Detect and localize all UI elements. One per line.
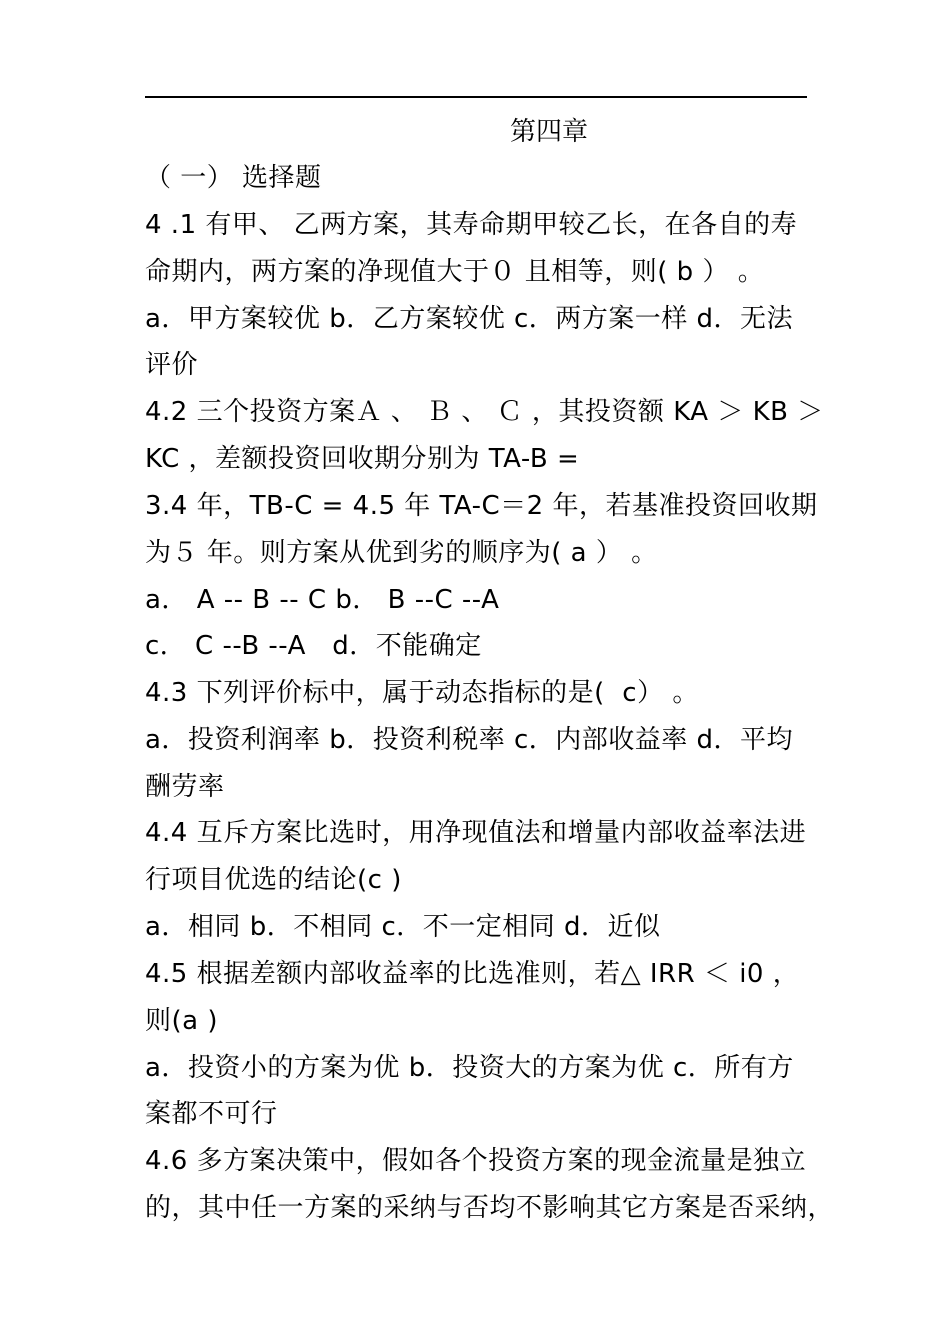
text-line: 4 .1 有甲、 乙两方案，其寿命期甲较乙长，在各自的寿	[145, 210, 798, 240]
text-line: a．投资小的方案为优 b．投资大的方案为优 c．所有方	[145, 1053, 794, 1083]
text-line: 酬劳率	[145, 772, 225, 802]
text-line: c． C --B --A d．不能确定	[145, 631, 482, 661]
text-line: 4.5 根据差额内部收益率的比选准则，若△ IRR ＜ i0 ，	[145, 959, 800, 989]
text-line: 为５ 年。则方案从优到劣的顺序为( a ） 。	[145, 538, 658, 568]
text-line: a．相同 b．不相同 c．不一定相同 d．近似	[145, 912, 661, 942]
text-line: 4.3 下列评价标中，属于动态指标的是( c） 。	[145, 678, 699, 708]
text-line: 的，其中任一方案的采纳与否均不影响其它方案是否采纳，	[145, 1193, 835, 1223]
section-heading: （ 一） 选择题	[145, 163, 322, 193]
text-line: 则(a )	[145, 1006, 218, 1036]
text-line: 4.4 互斥方案比选时，用净现值法和增量内部收益率法进	[145, 818, 807, 848]
text-line: 行项目优选的结论(c )	[145, 865, 402, 895]
text-line: 案都不可行	[145, 1099, 278, 1129]
text-line: a．投资利润率 b．投资利税率 c．内部收益率 d．平均	[145, 725, 794, 755]
header-rule	[145, 96, 807, 98]
text-line: 3.4 年，TB-C = 4.5 年 TA-C＝2 年，若基准投资回收期	[145, 491, 818, 521]
text-line: 4.2 三个投资方案Ａ 、 Ｂ 、 Ｃ ，其投资额 KA ＞ KB ＞	[145, 397, 824, 427]
text-line: 命期内，两方案的净现值大于０ 且相等，则( b ） 。	[145, 257, 765, 287]
text-line: KC ，差额投资回收期分别为 TA-B =	[145, 444, 580, 474]
text-line: 评价	[145, 350, 199, 380]
text-line: a．甲方案较优 b．乙方案较优 c．两方案一样 d．无法	[145, 304, 794, 334]
text-line: 4.6 多方案决策中，假如各个投资方案的现金流量是独立	[145, 1146, 807, 1176]
chapter-title: 第四章	[510, 117, 589, 147]
text-line: a． A -- B -- C b． B --C --A	[145, 585, 500, 615]
